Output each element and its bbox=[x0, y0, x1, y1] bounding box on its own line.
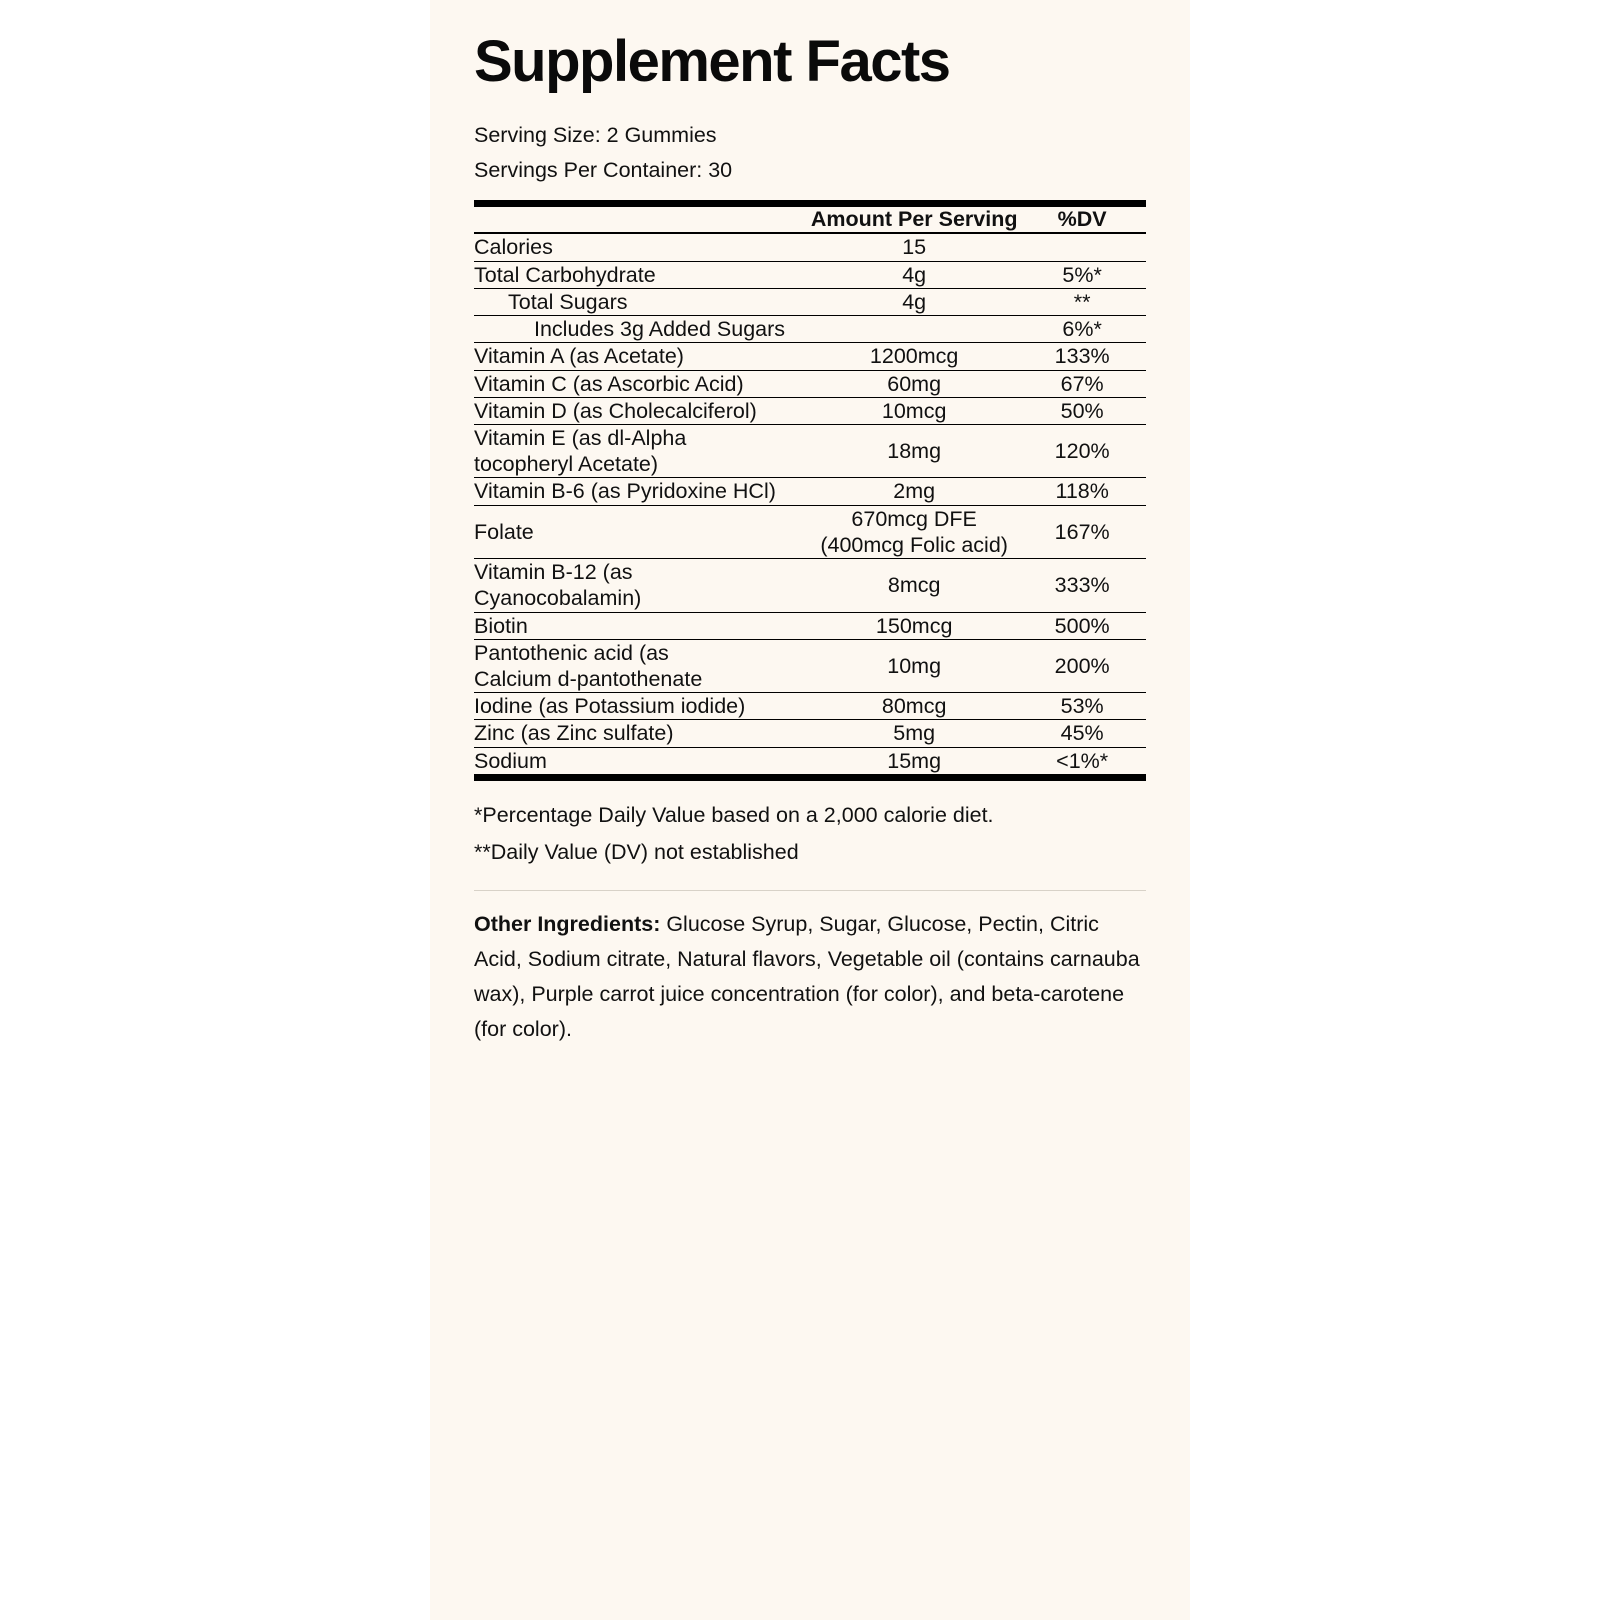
table-row bbox=[474, 316, 1146, 343]
table-row bbox=[474, 505, 1146, 558]
nutrient-name: Folate bbox=[474, 505, 810, 558]
nutrient-dv: 120% bbox=[1018, 424, 1146, 477]
nutrient-dv: 500% bbox=[1018, 612, 1146, 639]
nutrient-amount: 1200mcg bbox=[810, 343, 1018, 370]
nutrient-name-line1: Pantothenic acid (as bbox=[474, 640, 669, 665]
nutrient-name: Iodine (as Potassium iodide) bbox=[474, 693, 810, 720]
nutrient-name: Includes 3g Added Sugars bbox=[474, 316, 1018, 343]
servings-per-container: Servings Per Container: 30 bbox=[474, 157, 733, 182]
footnotes bbox=[474, 797, 1146, 872]
column-header-dv: %DV bbox=[1018, 207, 1146, 233]
supplement-facts-panel bbox=[430, 0, 1190, 1620]
nutrient-name bbox=[474, 639, 810, 692]
nutrient-name-line2: tocopheryl Acetate) bbox=[474, 452, 659, 477]
nutrient-amount: 10mg bbox=[810, 639, 1018, 692]
table-row bbox=[474, 747, 1146, 777]
nutrient-name: Vitamin D (as Cholecalciferol) bbox=[474, 397, 810, 424]
nutrient-amount-line2: (400mcg Folic acid) bbox=[820, 532, 1008, 557]
nutrient-name: Zinc (as Zinc sulfate) bbox=[474, 720, 810, 747]
nutrient-name bbox=[474, 559, 810, 612]
table-row bbox=[474, 370, 1146, 397]
nutrient-amount: 8mcg bbox=[810, 559, 1018, 612]
nutrient-dv: 333% bbox=[1018, 559, 1146, 612]
nutrient-dv: 5%* bbox=[1018, 261, 1146, 288]
nutrient-amount: 4g bbox=[810, 261, 1018, 288]
nutrient-name bbox=[474, 424, 810, 477]
nutrient-name: Vitamin A (as Acetate) bbox=[474, 343, 810, 370]
nutrient-amount: 150mcg bbox=[810, 612, 1018, 639]
nutrient-amount: 15mg bbox=[810, 747, 1018, 777]
nutrient-dv: 167% bbox=[1018, 505, 1146, 558]
nutrient-dv: <1%* bbox=[1018, 747, 1146, 777]
table-bottom-rule bbox=[474, 777, 1146, 781]
nutrient-name: Total Sugars bbox=[474, 288, 810, 315]
table-row bbox=[474, 424, 1146, 477]
nutrient-amount: 4g bbox=[810, 288, 1018, 315]
table-row bbox=[474, 720, 1146, 747]
table-row bbox=[474, 478, 1146, 505]
column-header-amount: Amount Per Serving bbox=[810, 207, 1018, 232]
nutrient-name-line1: Vitamin B-12 (as bbox=[474, 560, 633, 585]
supplement-facts-table bbox=[474, 200, 1146, 780]
nutrient-name-line1: Vitamin E (as dl-Alpha bbox=[474, 425, 687, 450]
nutrient-dv: 118% bbox=[1018, 478, 1146, 505]
nutrient-name-line2: Cyanocobalamin) bbox=[474, 586, 642, 611]
nutrient-dv: 200% bbox=[1018, 639, 1146, 692]
nutrient-amount: 60mg bbox=[810, 370, 1018, 397]
other-ingredients bbox=[474, 907, 1146, 1046]
nutrient-dv: 45% bbox=[1018, 720, 1146, 747]
other-ingredients-text: Glucose Syrup, Sugar, Glucose, Pectin, Citric Acid, Sodium citrate, Natural flavors, Vegetable oil (contains carnauba wax), Purple carrot juice concentration (for color), and beta-carotene (for color). bbox=[474, 912, 1140, 1041]
nutrient-amount: 80mcg bbox=[810, 693, 1018, 720]
nutrient-amount: 15 bbox=[810, 233, 1018, 261]
column-header-name bbox=[474, 207, 810, 233]
nutrient-name-line2: Calcium d-pantothenate bbox=[474, 666, 703, 691]
nutrient-name: Sodium bbox=[474, 747, 810, 777]
nutrient-name: Total Carbohydrate bbox=[474, 261, 810, 288]
nutrient-amount: 5mg bbox=[810, 720, 1018, 747]
table-row bbox=[474, 288, 1146, 315]
table-row bbox=[474, 639, 1146, 692]
nutrient-amount: 18mg bbox=[810, 424, 1018, 477]
nutrient-name: Vitamin B-6 (as Pyridoxine HCl) bbox=[474, 478, 810, 505]
table-row bbox=[474, 693, 1146, 720]
nutrient-dv: 6%* bbox=[1018, 316, 1146, 343]
nutrient-amount: 10mcg bbox=[810, 397, 1018, 424]
nutrient-amount: 2mg bbox=[810, 478, 1018, 505]
table-row bbox=[474, 261, 1146, 288]
other-ingredients-heading: Other Ingredients: bbox=[474, 912, 661, 937]
nutrient-dv: 53% bbox=[1018, 693, 1146, 720]
nutrient-dv: 133% bbox=[1018, 343, 1146, 370]
nutrient-name: Biotin bbox=[474, 612, 810, 639]
table-row bbox=[474, 397, 1146, 424]
nutrient-dv bbox=[1018, 233, 1146, 261]
nutrient-dv: 50% bbox=[1018, 397, 1146, 424]
nutrient-name: Vitamin C (as Ascorbic Acid) bbox=[474, 370, 810, 397]
footnote-dv-not-established: **Daily Value (DV) not established bbox=[474, 840, 799, 865]
table-row bbox=[474, 233, 1146, 261]
footnote-daily-value-basis: *Percentage Daily Value based on a 2,000 calorie diet. bbox=[474, 802, 994, 827]
table-row bbox=[474, 612, 1146, 639]
nutrient-dv: ** bbox=[1018, 288, 1146, 315]
page-title: Supplement Facts bbox=[474, 29, 950, 94]
table-row bbox=[474, 343, 1146, 370]
nutrient-amount-line1: 670mcg DFE bbox=[851, 506, 977, 531]
table-row bbox=[474, 559, 1146, 612]
serving-size: Serving Size: 2 Gummies bbox=[474, 122, 717, 147]
table-header-row bbox=[474, 207, 1146, 233]
nutrient-amount bbox=[810, 505, 1018, 558]
nutrient-dv: 67% bbox=[1018, 370, 1146, 397]
section-divider bbox=[474, 890, 1146, 891]
nutrient-name: Calories bbox=[474, 233, 810, 261]
